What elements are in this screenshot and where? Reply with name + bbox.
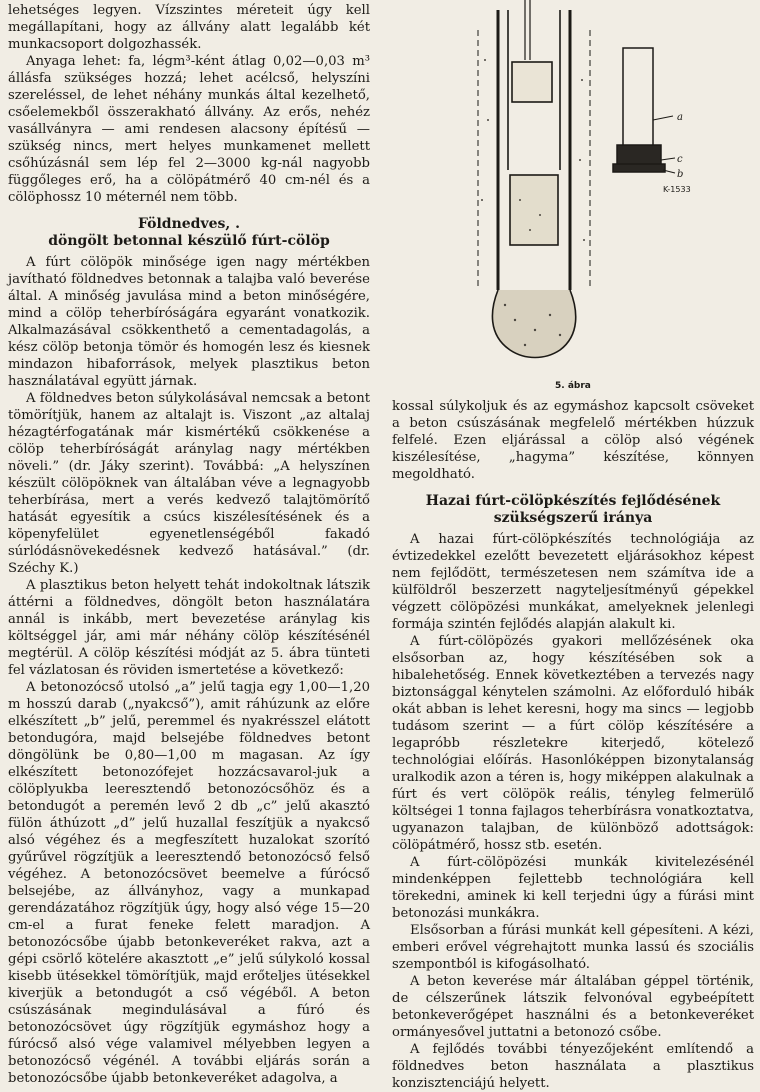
section-heading [392, 493, 754, 527]
heading-line: döngölt betonnal készülő fúrt-cölöp [48, 233, 330, 249]
figure-caption: 5. ábra [555, 381, 591, 391]
figure-stamp: K-1533 [663, 185, 691, 194]
figure-5-detail [605, 40, 715, 210]
paragraph: Anyaga lehet: fa, légm³-ként átlag 0,02—0,03 m³ állásfa szükséges hozzá; lehet acélcső, helyszíni szereléssel, de lehet néhány munkás által kezelhető, csőelemekből összerakható állvány. Az erős, nehéz vasállványra — ami rendesen alacsony építésű — szükség nincs, mert helyes munkamenet mellett csőhúzásnál sem lép fel 2—3000 kg-nál nagyobb függőleges erő, ha a cölöpátmérő 40 cm-nél és a cölöphossz 10 méternél nem több. [8, 54, 370, 205]
paragraph: A fúrt-cölöpözési munkák kivitelezésénél mindenképpen fejlettebb technológiára kell törekedni, aminek ki kell terjedni úgy a fúrási mint betonozási munkákra. [392, 855, 754, 921]
heading-line: szükségszerű iránya [493, 510, 653, 526]
heading-line: Földnedves, . [137, 216, 241, 232]
paragraph: A fúrt-cölöpözés gyakori mellőzésének oka elsősorban az, hogy készítésében sok a hibalehetőség. Ennek következtében a tervezés nagy biztonsággal kénytelen számolni. Az előforduló hibák okát abban is lehet keresni, hogy ma sincs — legjobb tudásom szerint — a fúrt cölöp készítésére a legapróbb részletekre kiterjedő, kötelező technológiai előírás. Hasonlóképpen bizonytalanság uralkodik azon a téren is, hogy miképpen alakulnak a fúrt és vert cölöpök reális, tényleg felmerülő költségei 1 tonna fajlagos teherbírásra vonatkoztatva, ugyanazon talajban, de különböző adottságok: cölöpátmérő, hossz stb. esetén. [392, 634, 754, 853]
section-heading [8, 216, 370, 250]
paragraph: A földnedves beton súlykolásával nemcsak a betont tömörítjük, hanem az altalajt is. Viszont „az altalaj hézagtérfogatának már kismértékű csökkenése a cölöp teherbíróságát aránylag nagy mértékben növeli.” (dr. Jáky szerint). Továbbá: „A helyszínen készült cölöpöknek van általában véve a legnagyobb teherbírása, mert a verés kedvező talajtömörítő hatását egyesítik a csúcs kiszélesítésének és a köpenyfelület egyenetlenségéből fakadó súrlódásnövekedésnek kedvező hatásával.” (dr. Széchy K.) [8, 391, 370, 576]
paragraph: A plasztikus beton helyett tehát indokoltnak látszik áttérni a földnedves, döngölt beton használatára annál is inkább, mert bevezetése aránylag kis költséggel jár, ami már néhány cölöp készítésénél megtérül. A cölöp készítési módját az 5. ábra tünteti fel vázlatosan és röviden ismertetése a következő: [8, 578, 370, 678]
paragraph: Elsősorban a fúrási munkát kell gépesíteni. A kézi, emberi erővel végrehajtott munka lassú és szociális szempontból is kifogásolható. [392, 923, 754, 972]
paragraph: kossal súlykoljuk és az egymáshoz kapcsolt csöveket a beton csúszásának megfelelő mértékben húzzuk felfelé. Ezen eljárással a cölöp alsó végének kiszélesítése, „hagyma” készítése, könnyen megoldható. [392, 399, 754, 482]
paragraph: A fúrt cölöpök minősége igen nagy mértékben javítható földnedves betonnak a talajba való beverése által. A minőség javulása mind a beton minőségére, mind a cölöp teherbíróságára egyaránt vonatkozik. Alkalmazásával csökkenthető a cementadagolás, a kész cölöp betonja tömör és homogén lesz és kiesnek mindazon hibaforrások, melyek plasztikus beton használatával együtt járnak. [8, 255, 370, 389]
paragraph: A betonozócső utolsó „a” jelű tagja egy 1,00—1,20 m hosszú darab („nyakcső”), amit ráhúzunk az előre elkészített „b” jelű, peremmel és nyakrésszel elátott betondugóra, majd belsejébe földnedves betont döngölünk be 0,80—1,00 m magasan. Az így elkészített betonozófejet hozzácsavarol-juk a cölöplyukba leeresztendő betonozócsőhöz és a betondugót a peremén levő 2 db „c” jelű akasztó fülön áthúzott „d” jelű huzallal feszítjük a nyakcső alsó végéhez és a megfeszített huzalokat szorító gyűrűvel rögzítjük a leeresztendő betonozócső felső végéhez. A betonozócsövet beemelve a fúrócső belsejébe, az állványhoz, vagy a munkapad gerendázatához rögzítjük úgy, hogy alsó vége 15—20 cm-el a furat feneke felett maradjon. A betonozócsőbe újabb betonkeveréket rakva, azt a gépi csörlő kötelére akasztott „e” jelű súlykoló kossal kisebb ütésekkel tömörítjük, majd erőteljes ütésekkel kiverjük a betondugót a cső végéből. A beton csúszásának megindulásával a fúró és betonozócsövet úgy rögzítjük egymáshoz hogy a fúrócső alsó vége valamivel mélyebben legyen a betonozócső végénél. A további eljárás során a betonozócsőbe újabb betonkeveréket adagolva, a [8, 680, 370, 1086]
heading-line: Hazai fúrt-cölöpkészítés fejlődésének [425, 493, 721, 509]
left-text-column [8, 2, 370, 1087]
paragraph: A fejlődés további tényezőjeként említendő a földnedves beton használata a plasztikus konzisztenciájú helyett. [392, 1042, 754, 1091]
right-text-column [392, 398, 754, 1092]
label-a: a [677, 112, 683, 123]
paragraph: A hazai fúrt-cölöpkészítés technológiája az évtizedekkel ezelőtt bevezetett eljárásokhoz képest nem fejlődött, természetesen nem számítva ide a külföldről beszerzett nagyteljesítményű gépekkel végzett cölöpözési munkákat, amelyeknek jelenlegi formája szintén fejlődés alapján alakult ki. [392, 532, 754, 632]
label-c: c [677, 154, 683, 165]
label-b: b [677, 169, 684, 180]
paragraph: lehetséges legyen. Vízszintes méreteit úgy kell megállapítani, hogy az állvány alatt legalább két munkacsoport dolgozhassék. [8, 3, 370, 52]
paragraph: A beton keverése már általában géppel történik, de célszerűnek látszik felvonóval egybeépített betonkeverőgépet használni és a betonkeveréket ormányesővel juttatni a betonozó csőbe. [392, 974, 754, 1040]
